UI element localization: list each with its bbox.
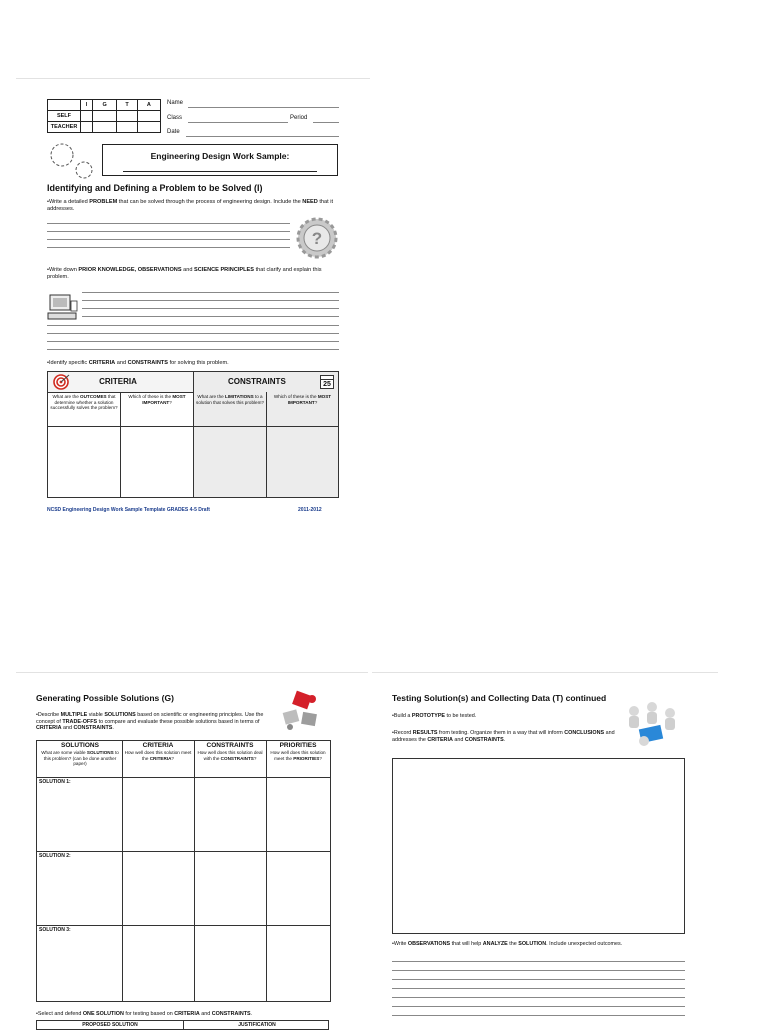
constraints-col-1-text: What are the LIMITATIONS to a solution that solves this problem?: [196, 394, 264, 405]
date-label: Date: [167, 129, 180, 135]
puzzle-icon: [278, 689, 326, 733]
worksheet-page-1: [16, 78, 370, 527]
testing-heading: Testing Solution(s) and Collecting Data (T) continued: [392, 693, 607, 703]
problem-instruction: •Write a detailed PROBLEM that can be solved through the process of engineering design. Include the NEED that it addresses.: [47, 199, 334, 212]
criteria-col-1-text: What are the OUTCOMES that determine whether a solution successfully solves the problem?: [50, 394, 118, 411]
constraints-col-2-text: Which of these is the MOST IMPORTANT?: [273, 394, 332, 405]
calendar-icon: 25: [320, 375, 334, 389]
generating-heading: Generating Possible Solutions (G): [36, 693, 174, 703]
computer-icon: [47, 293, 79, 323]
name-label: Name: [167, 100, 184, 106]
igta-header-i: I: [81, 100, 93, 111]
footer-right: 2011-2012: [298, 507, 322, 513]
worksheet-page-3: [372, 672, 718, 1025]
criteria-col-2-text: Which of these is the MOST IMPORTANT?: [128, 394, 186, 405]
date-line: [186, 136, 339, 137]
team-figures-icon: [624, 699, 682, 749]
solutions-table: [36, 740, 331, 1002]
worksheet-title: Engineering Design Work Sample:: [150, 151, 290, 161]
igta-row-teacher: TEACHER: [48, 122, 81, 133]
criteria-col-header: CRITERIA How well does this solution meet the CRITERIA?: [124, 742, 192, 761]
gears-icon: [46, 139, 96, 181]
solutions-col-header: SOLUTIONS What are some viable SOLUTIONS to this problem? (can be done another paper): [41, 742, 119, 767]
justification-header: JUSTIFICATION: [238, 1022, 276, 1028]
solution-1-label: SOLUTION 1:: [39, 779, 71, 785]
class-label: Class: [167, 115, 183, 121]
footer-left: NCSD Engineering Design Work Sample Template GRADES 4-5 Draft: [47, 507, 210, 513]
proposed-solution-table: [36, 1020, 329, 1030]
period-line: [313, 122, 339, 123]
question-gear-icon: [294, 216, 340, 260]
criteria-instruction: •Identify specific CRITERIA and CONSTRAINTS for solving this problem.: [47, 360, 229, 366]
record-instruction: •Record RESULTS from testing. Organize them in a way that will inform CONCLUSIONS and addresses the CRITERIA and CONSTRAINTS.: [392, 730, 615, 743]
knowledge-instruction: •Write down PRIOR KNOWLEDGE, OBSERVATIONS and SCIENCE PRINCIPLES that clarify and explain this problem.: [47, 267, 322, 280]
select-instruction: •Select and defend ONE SOLUTION for testing based on CRITERIA and CONSTRAINTS.: [36, 1011, 253, 1017]
priorities-col-header: PRIORITIES How well does this solution meet the PRIORITIES?: [270, 742, 326, 761]
criteria-constraints-table: [47, 371, 339, 498]
title-line: [123, 171, 317, 172]
results-box: [392, 758, 685, 934]
igta-header-a: A: [137, 100, 160, 111]
igta-row-self: SELF: [48, 111, 81, 122]
constraints-col-header: CONSTRAINTS How well does this solution deal with the CONSTRAINTS?: [197, 742, 263, 761]
constraints-header: CONSTRAINTS: [228, 377, 286, 386]
proposed-solution-header: PROPOSED SOLUTION: [82, 1022, 138, 1028]
period-label: Period: [290, 115, 308, 121]
igta-header-t: T: [117, 100, 137, 111]
criteria-header: CRITERIA: [99, 377, 137, 386]
build-instruction: •Build a PROTOTYPE to be tested.: [392, 713, 477, 719]
title-box: [102, 144, 338, 176]
section-heading: Identifying and Defining a Problem to be Solved (I): [47, 183, 263, 193]
name-line: [188, 107, 339, 108]
generating-instruction: •Describe MULTIPLE viable SOLUTIONS based on scientific or engineering principles. Use the concept of TRADE-OFFS to compare and evaluate these possible solutions based in terms of CRITERIA and CONSTRAINTS.: [36, 712, 264, 732]
class-line: [188, 122, 288, 123]
observations-instruction: •Write OBSERVATIONS that will help ANALYZE the SOLUTION. Include unexpected outcomes.: [392, 941, 623, 947]
solution-3-label: SOLUTION 3:: [39, 927, 71, 933]
worksheet-page-2: [16, 672, 368, 1028]
igta-header-g: G: [92, 100, 117, 111]
solution-2-label: SOLUTION 2:: [39, 853, 71, 859]
igta-rating-table: [47, 99, 161, 133]
target-icon: [53, 374, 71, 390]
svg-text:?: ?: [311, 229, 323, 248]
